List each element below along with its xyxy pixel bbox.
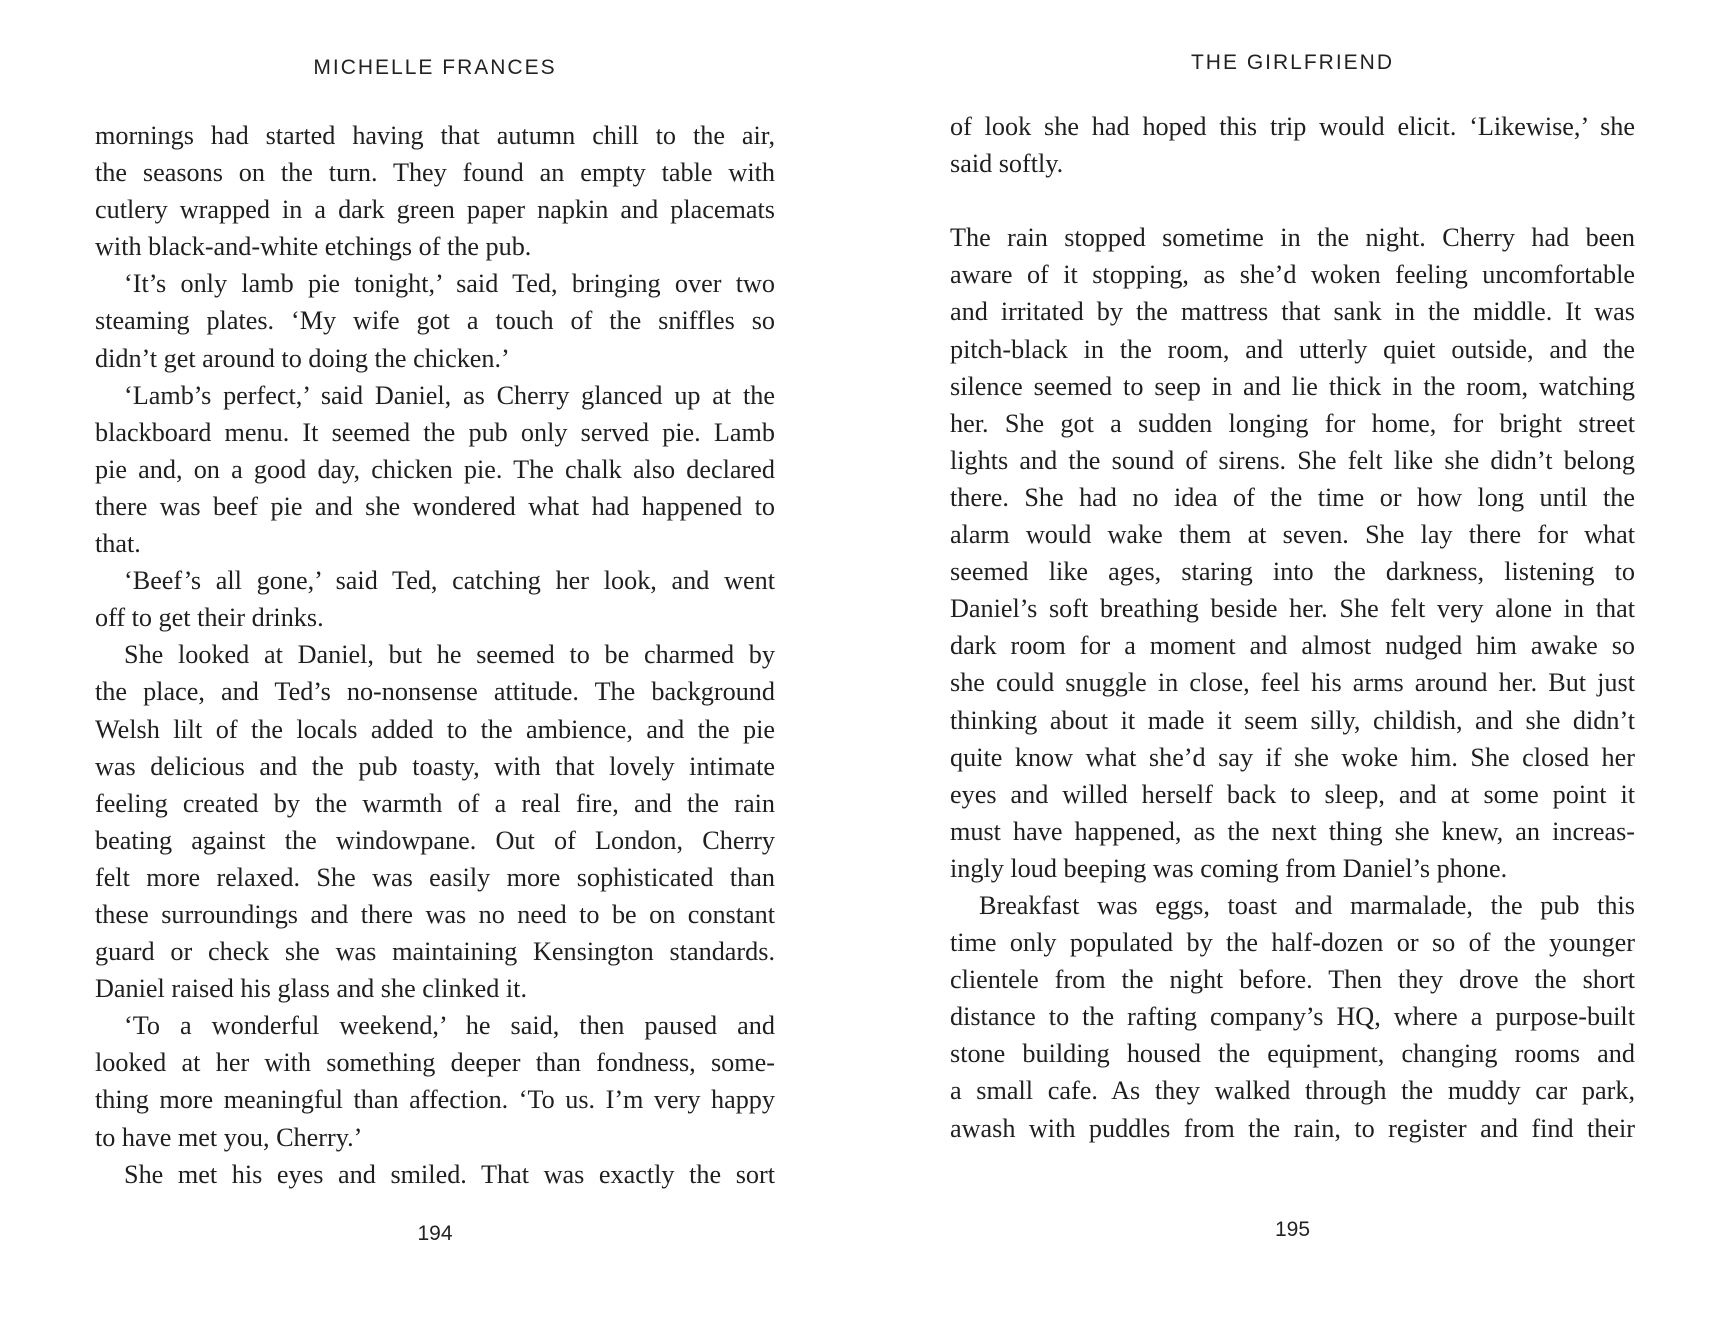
section-break — [950, 182, 1635, 219]
text-line: She looked at Daniel, but he seemed to be charmed by — [124, 640, 775, 670]
text-line: pie and, on a good day, chicken pie. The chalk also declared — [95, 454, 775, 484]
text-line: guard or check she was maintaining Kensington standards. — [95, 937, 775, 967]
text-line: steaming plates. ‘My wife got a touch of the sniffles so — [95, 306, 775, 336]
text-line: her. She got a sudden longing for home, for bright street — [950, 408, 1635, 438]
page-number: 194 — [417, 1222, 453, 1245]
text-line: alarm would wake them at seven. She lay there for what — [950, 520, 1635, 550]
text-line: clientele from the night before. Then they drove the short — [950, 965, 1635, 995]
page-number: 195 — [1274, 1218, 1311, 1241]
text-line: She met his eyes and smiled. That was exactly the sort — [124, 1159, 775, 1189]
text-line: the place, and Ted’s no-nonsense attitude. The background — [95, 677, 775, 707]
text-line: The rain stopped sometime in the night. Cherry had been — [950, 223, 1635, 253]
text-line: Welsh lilt of the locals added to the ambience, and the pie — [95, 714, 775, 744]
text-line: off to get their drinks. — [95, 603, 324, 633]
text-line: looked at her with something deeper than fondness, some- — [95, 1048, 775, 1078]
text-line: seemed like ages, staring into the darkness, listening to — [950, 557, 1635, 587]
text-line: Breakfast was eggs, toast and marmalade, the pub this — [979, 890, 1635, 920]
text-line: blackboard menu. It seemed the pub only served pie. Lamb — [95, 417, 775, 447]
text-line: mornings had started having that autumn chill to the air, — [95, 121, 775, 150]
text-line: to have met you, Cherry.’ — [95, 1122, 363, 1152]
text-line: ingly loud beeping was coming from Daniel’s phone. — [950, 853, 1508, 883]
text-line: didn’t get around to doing the chicken.’ — [95, 343, 510, 373]
text-line: said softly. — [950, 149, 1064, 179]
right-page — [865, 0, 1731, 1339]
text-line: that. — [95, 529, 141, 559]
text-line: cutlery wrapped in a dark green paper napkin and placemats — [95, 195, 775, 225]
text-line: thinking about it made it seem silly, childish, and she didn’t — [950, 705, 1635, 735]
text-line: lights and the sound of sirens. She felt like she didn’t belong — [950, 445, 1635, 475]
text-line: eyes and willed herself back to sleep, and at some point it — [950, 779, 1635, 809]
text-line: there. She had no idea of the time or how long until the — [950, 482, 1635, 512]
text-line: distance to the rafting company’s HQ, where a purpose-built — [950, 1002, 1635, 1032]
text-line: aware of it stopping, as she’d woken feeling uncomfortable — [950, 260, 1635, 290]
running-head-title: THE GIRLFRIEND — [1190, 51, 1394, 74]
text-line: Daniel raised his glass and she clinked it. — [95, 974, 527, 1004]
running-head-author: MICHELLE FRANCES — [313, 56, 557, 79]
left-page-body — [95, 117, 775, 1193]
text-line: she could snuggle in close, feel his arms around her. But just — [950, 668, 1635, 698]
text-line: time only populated by the half-dozen or so of the younger — [950, 928, 1635, 958]
text-line: these surroundings and there was no need to be on constant — [95, 899, 775, 929]
text-line: the seasons on the turn. They found an empty table with — [95, 158, 775, 188]
text-line: pitch-black in the room, and utterly quiet outside, and the — [950, 334, 1635, 364]
text-line: with black-and-white etchings of the pub. — [95, 232, 532, 262]
text-line: of look she had hoped this trip would elicit. ‘Likewise,’ she — [950, 112, 1635, 141]
text-line: felt more relaxed. She was easily more sophisticated than — [95, 862, 775, 892]
text-line: awash with puddles from the rain, to register and find their — [950, 1113, 1635, 1143]
text-line: and irritated by the mattress that sank in the middle. It was — [950, 297, 1635, 327]
text-line: there was beef pie and she wondered what had happened to — [95, 491, 775, 521]
text-line: ‘Beef’s all gone,’ said Ted, catching her look, and went — [124, 566, 775, 596]
left-page — [0, 0, 865, 1339]
text-line: ‘It’s only lamb pie tonight,’ said Ted, bringing over two — [124, 269, 775, 299]
text-line: ‘To a wonderful weekend,’ he said, then paused and — [124, 1011, 775, 1041]
text-line: dark room for a moment and almost nudged him awake so — [950, 631, 1635, 661]
right-page-body — [950, 108, 1635, 1147]
text-line: quite know what she’d say if she woke him. She closed her — [950, 742, 1635, 772]
text-line: Daniel’s soft breathing beside her. She felt very alone in that — [950, 594, 1635, 624]
text-line: beating against the windowpane. Out of London, Cherry — [95, 825, 775, 855]
text-line: ‘Lamb’s perfect,’ said Daniel, as Cherry glanced up at the — [124, 380, 775, 410]
text-line: thing more meaningful than affection. ‘To us. I’m very happy — [95, 1085, 775, 1115]
text-line: feeling created by the warmth of a real fire, and the rain — [95, 788, 775, 818]
text-line: silence seemed to seep in and lie thick in the room, watching — [950, 371, 1635, 401]
text-line: stone building housed the equipment, changing rooms and — [950, 1039, 1635, 1069]
text-line: must have happened, as the next thing she knew, an increas- — [950, 816, 1635, 846]
text-line: a small cafe. As they walked through the muddy car park, — [950, 1076, 1635, 1106]
text-line: was delicious and the pub toasty, with that lovely intimate — [95, 751, 775, 781]
